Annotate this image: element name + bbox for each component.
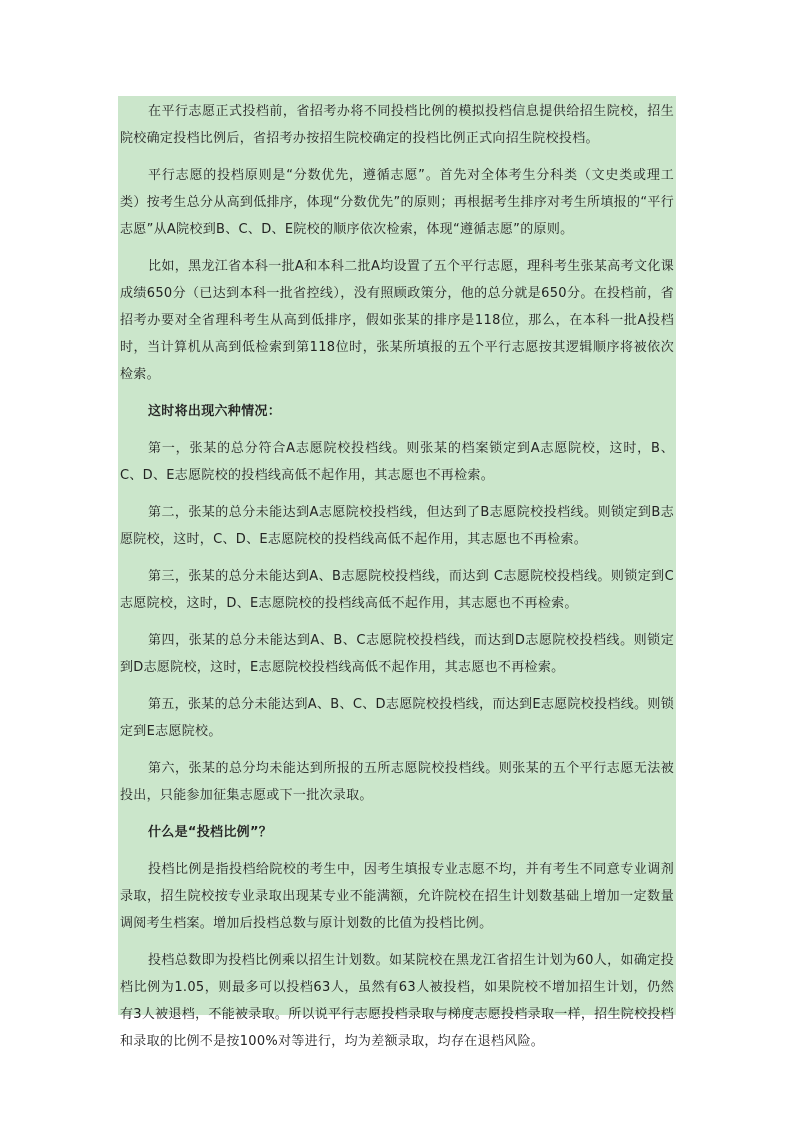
paragraph-example: 比如，黑龙江省本科一批A和本科二批A均设置了五个平行志愿，理科考生张某高考文化课成绩650分（已达到本科一批省控线），没有照顾政策分，他的总分就是650分。在投档前，省招考办要对全省理科考生从高到低排序，假如张某的排序是118位，那么，在本科一批A投档时，当计算机从高到低检索到第118位时，张某所填报的五个平行志愿按其逻辑顺序将被依次检索。 xyxy=(120,259,674,382)
heading-ratio: 什么是“投档比例”？ xyxy=(148,825,273,840)
document-body xyxy=(120,98,674,1055)
case-2: 第二，张某的总分未能达到A志愿院校投档线，但达到了B志愿院校投档线。则锁定到B志愿院校，这时，C、D、E志愿院校的投档线高低不起作用，其志愿也不再检索。 xyxy=(120,505,674,547)
case-5: 第五，张某的总分未能达到A、B、C、D志愿院校投档线，而达到E志愿院校投档线。则锁定到E志愿院校。 xyxy=(120,697,674,739)
paragraph-intro: 在平行志愿正式投档前，省招考办将不同投档比例的模拟投档信息提供给招生院校，招生院校确定投档比例后，省招考办按招生院校确定的投档比例正式向招生院校投档。 xyxy=(120,104,674,146)
paragraph-ratio-example: 投档总数即为投档比例乘以招生计划数。如某院校在黑龙江省招生计划为60人，如确定投档比例为1.05，则最多可以投档63人，虽然有63人被投档，如果院校不增加招生计划，仍然有3人被退档，不能被录取。所以说平行志愿投档录取与梯度志愿投档录取一样，招生院校投档和录取的比例不是按100%对等进行，均为差额录取，均存在退档风险。 xyxy=(120,953,674,1049)
paragraph-principle: 平行志愿的投档原则是“分数优先，遵循志愿”。首先对全体考生分科类（文史类或理工类）按考生总分从高到低排序，体现“分数优先”的原则；再根据考生排序对考生所填报的“平行志愿”从A院校到B、C、D、E院校的顺序依次检索，体现“遵循志愿”的原则。 xyxy=(120,168,674,237)
case-1: 第一，张某的总分符合A志愿院校投档线。则张某的档案锁定到A志愿院校，这时，B、C、D、E志愿院校的投档线高低不起作用，其志愿也不再检索。 xyxy=(120,441,674,483)
case-3: 第三，张某的总分未能达到A、B志愿院校投档线，而达到 C志愿院校投档线。则锁定到C志愿院校，这时，D、E志愿院校的投档线高低不起作用，其志愿也不再检索。 xyxy=(120,569,674,611)
paragraph-ratio-definition: 投档比例是指投档给院校的考生中，因考生填报专业志愿不均，并有考生不同意专业调剂录取，招生院校按专业录取出现某专业不能满额，允许院校在招生计划数基础上增加一定数量调阅考生档案。增加后投档总数与原计划数的比值为投档比例。 xyxy=(120,862,674,931)
heading-six-cases: 这时将出现六种情况： xyxy=(148,404,282,419)
case-6: 第六，张某的总分均未能达到所报的五所志愿院校投档线。则张某的五个平行志愿无法被投出，只能参加征集志愿或下一批次录取。 xyxy=(120,761,674,803)
case-4: 第四，张某的总分未能达到A、B、C志愿院校投档线，而达到D志愿院校投档线。则锁定到D志愿院校，这时，E志愿院校投档线高低不起作用，其志愿也不再检索。 xyxy=(120,633,674,675)
